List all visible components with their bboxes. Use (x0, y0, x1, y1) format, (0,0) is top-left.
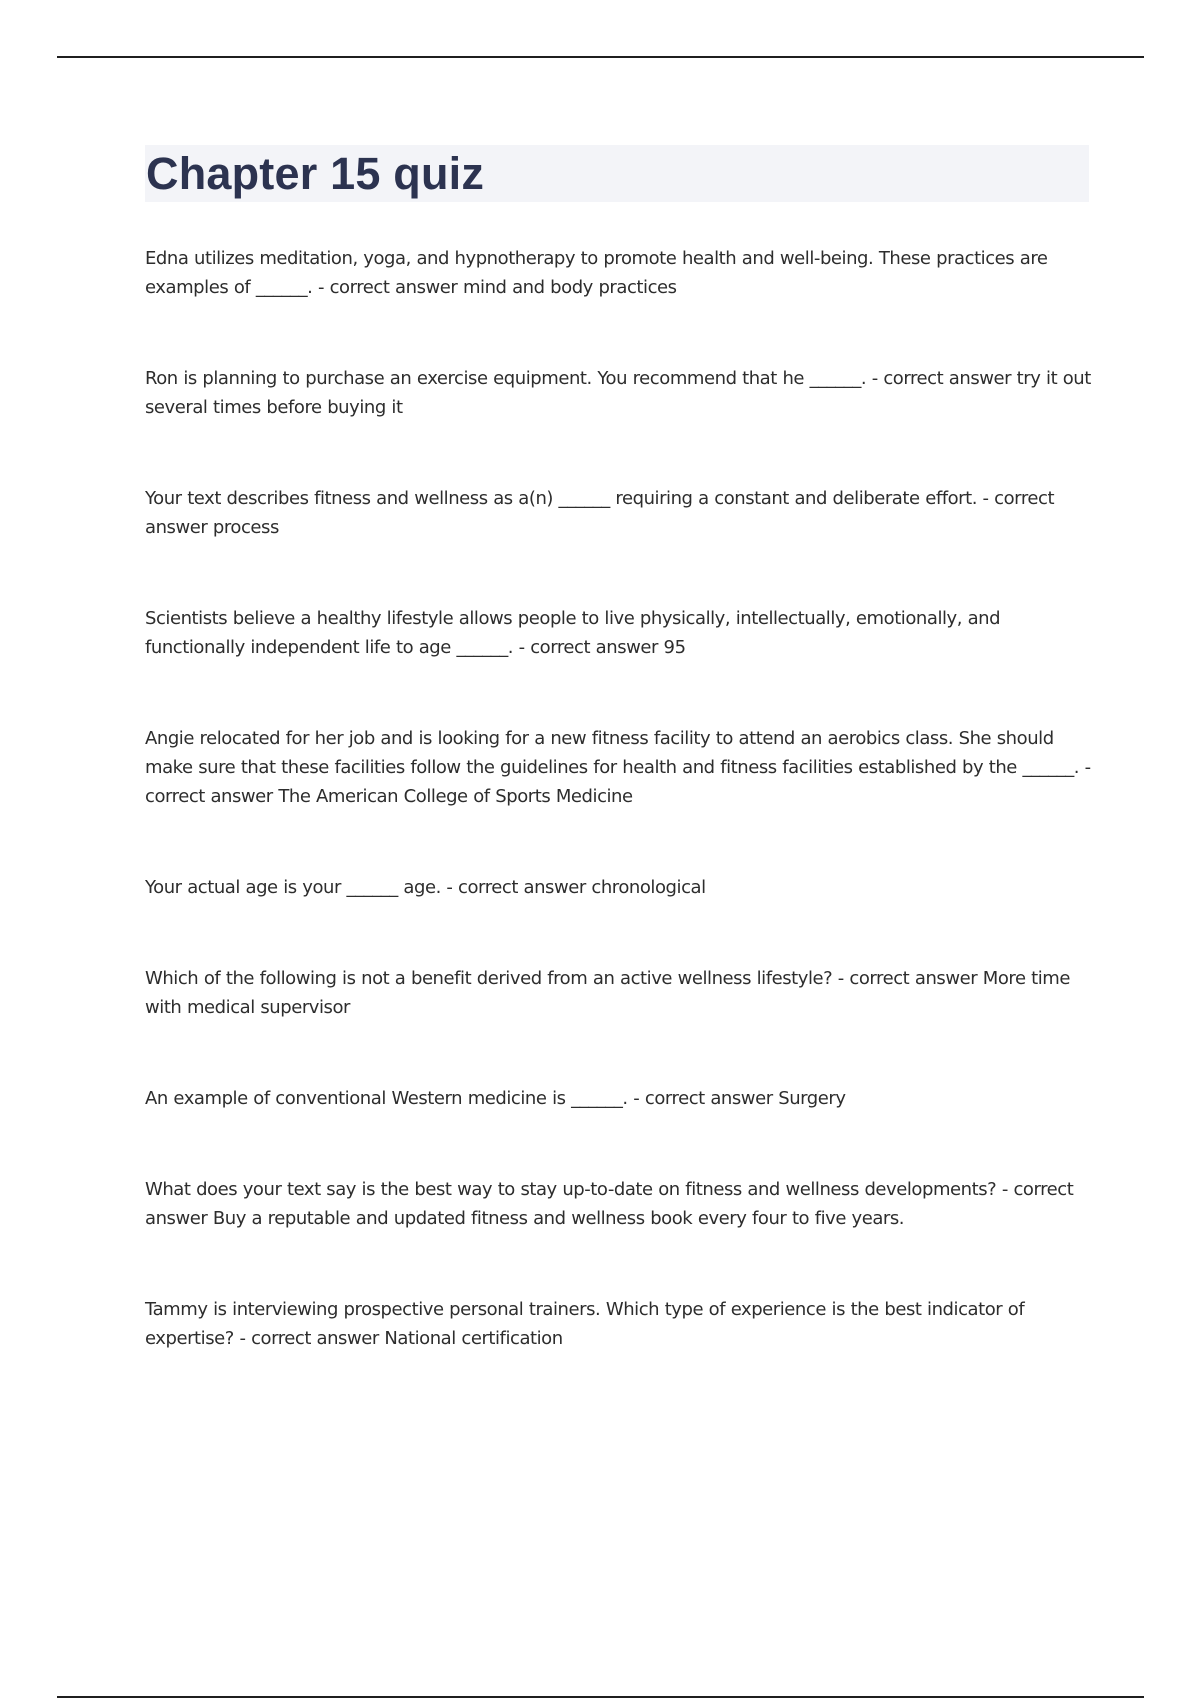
qa-item-6: Your actual age is your ______ age. - correct answer chronological (145, 877, 706, 898)
bottom-rule (57, 1696, 1144, 1698)
qa-list (145, 244, 1095, 1415)
top-rule (57, 56, 1144, 58)
qa-item-9: What does your text say is the best way to stay up-to-date on fitness and wellness developments? - correct answer Buy a reputable and updated fitness and wellness book every four to five years. (145, 1179, 1074, 1229)
qa-item-8: An example of conventional Western medicine is ______. - correct answer Surgery (145, 1088, 846, 1109)
qa-item-3: Your text describes fitness and wellness as a(n) ______ requiring a constant and deliberate effort. - correct answer process (145, 488, 1055, 538)
qa-item-7: Which of the following is not a benefit derived from an active wellness lifestyle? - correct answer More time with medical supervisor (145, 968, 1071, 1018)
qa-item-2: Ron is planning to purchase an exercise equipment. You recommend that he ______. - correct answer try it out several times before buying it (145, 368, 1091, 418)
qa-item-4: Scientists believe a healthy lifestyle allows people to live physically, intellectually, emotionally, and functionally independent life to age ______. - correct answer 95 (145, 608, 1001, 658)
qa-item-1: Edna utilizes meditation, yoga, and hypnotherapy to promote health and well-being. These practices are examples of ______. - correct answer mind and body practices (145, 248, 1048, 298)
page-title: Chapter 15 quiz (146, 148, 485, 199)
title-band (145, 145, 1089, 202)
qa-item-10: Tammy is interviewing prospective personal trainers. Which type of experience is the best indicator of expertise? - correct answer National certification (145, 1299, 1025, 1349)
qa-item-5: Angie relocated for her job and is looking for a new fitness facility to attend an aerobics class. She should make sure that these facilities follow the guidelines for health and fitness facilities established by the ______. - correct answer The American College of Sports Medicine (145, 728, 1091, 807)
